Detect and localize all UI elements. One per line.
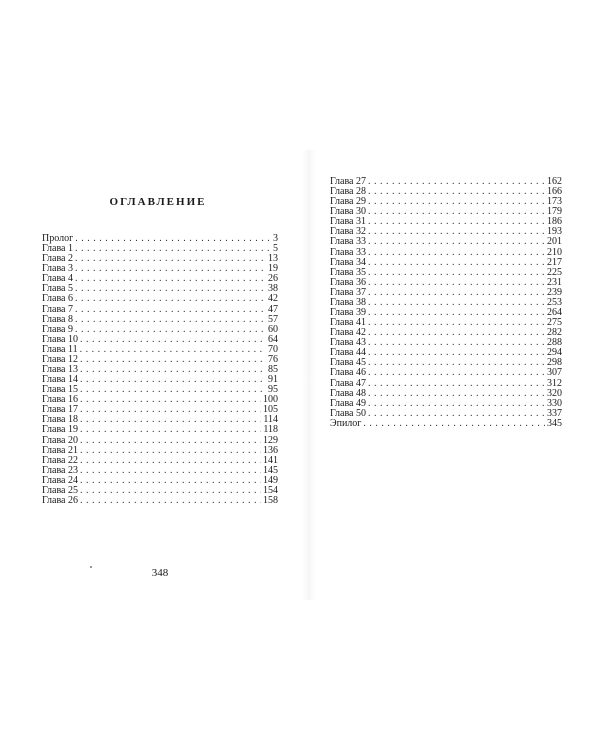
dot-leader [368, 288, 545, 298]
toc-entry-title: Глава 22 [42, 454, 78, 466]
dot-leader [80, 496, 261, 506]
toc-entry-title: Глава 27 [330, 176, 366, 187]
toc-entry-title: Глава 11 [42, 343, 78, 355]
toc-entry-title: Глава 36 [330, 276, 366, 288]
toc-entry-title: Глава 33 [330, 246, 366, 258]
toc-entry-page: 231 [547, 276, 562, 288]
toc-entry [42, 274, 278, 284]
dot-leader [80, 375, 266, 385]
toc-entry [42, 305, 278, 315]
toc-entry-title: Глава 20 [42, 434, 78, 446]
dot-leader [80, 335, 266, 345]
toc-entry-page: 105 [263, 404, 278, 416]
toc-entry-page: 162 [547, 176, 562, 187]
toc-entry-page: 149 [263, 474, 278, 486]
toc-entry-title: Глава 50 [330, 407, 366, 419]
dot-leader [75, 264, 266, 274]
toc-entry-page: 294 [547, 347, 562, 359]
toc-entry-page: 95 [268, 384, 278, 396]
toc-entry-page: 298 [547, 357, 562, 369]
toc-entry-page: 282 [547, 327, 562, 339]
toc-entry-page: 330 [547, 397, 562, 409]
dot-leader [80, 486, 261, 496]
toc-entry-page: 100 [263, 394, 278, 406]
toc-entry-title: Глава 46 [330, 367, 366, 379]
dot-leader [368, 409, 545, 419]
toc-entry-title: Глава 48 [330, 387, 366, 399]
dot-leader [368, 197, 545, 207]
dot-leader [80, 436, 261, 446]
toc-entry-title: Глава 1 [42, 243, 73, 255]
toc-entry-page: 193 [547, 226, 562, 238]
toc-entry-title: Глава 25 [42, 484, 78, 496]
toc-entry-page: 264 [547, 307, 562, 319]
toc-entry-page: 5 [273, 243, 278, 255]
dot-leader [75, 315, 266, 325]
toc-entry-page: 307 [547, 367, 562, 379]
toc-entry-title: Глава 23 [42, 464, 78, 476]
toc-entry-page: 345 [547, 417, 562, 429]
toc-entry-title: Глава 42 [330, 327, 366, 339]
toc-entry-page: 145 [263, 464, 278, 476]
toc-entry-title: Глава 13 [42, 364, 78, 376]
dot-leader [368, 258, 545, 268]
toc-entry [42, 254, 278, 264]
toc-list-left [42, 234, 278, 506]
toc-entry-title: Глава 21 [42, 444, 78, 456]
dot-leader [368, 368, 545, 378]
toc-entry [42, 264, 278, 274]
toc-entry-page: 186 [547, 216, 562, 228]
toc-entry-page: 47 [268, 303, 278, 315]
toc-entry-page: 76 [268, 353, 278, 365]
toc-entry-title: Глава 24 [42, 474, 78, 486]
dot-leader [75, 284, 266, 294]
toc-entry-title: Глава 26 [42, 495, 78, 507]
dot-leader [368, 389, 545, 399]
toc-entry-page: 337 [547, 407, 562, 419]
dot-leader [80, 365, 266, 375]
toc-entry-page: 239 [547, 286, 562, 298]
toc-entry-page: 210 [547, 246, 562, 258]
dot-leader [80, 355, 266, 365]
toc-entry [330, 419, 562, 429]
toc-entry-title: Глава 29 [330, 196, 366, 208]
toc-entry [42, 234, 278, 244]
toc-entry-page: 141 [263, 454, 278, 466]
toc-heading: ОГЛАВЛЕНИЕ [109, 196, 207, 208]
dot-leader [368, 358, 545, 368]
toc-entry-page: 158 [263, 495, 278, 507]
dot-leader [75, 244, 271, 254]
dot-leader [75, 234, 271, 244]
toc-list-right [330, 177, 562, 429]
toc-entry-title: Эпилог [330, 417, 362, 429]
toc-entry-page: 13 [268, 253, 278, 265]
dot-leader [368, 237, 545, 247]
toc-entry-title: Глава 3 [42, 263, 73, 275]
dot-leader [368, 227, 545, 237]
toc-entry-page: 136 [263, 444, 278, 456]
dot-leader [368, 268, 545, 278]
dot-leader [80, 345, 266, 355]
dot-leader [80, 425, 261, 435]
toc-entry-title: Глава 5 [42, 283, 73, 295]
toc-entry-page: 225 [547, 266, 562, 278]
dot-leader [80, 476, 261, 486]
toc-entry [42, 496, 278, 506]
toc-entry-page: 312 [547, 377, 562, 389]
dot-leader [363, 419, 545, 429]
toc-entry-title: Глава 34 [330, 256, 366, 268]
toc-entry-title: Глава 2 [42, 253, 73, 265]
toc-entry-title: Глава 10 [42, 333, 78, 345]
toc-entry-title: Глава 35 [330, 266, 366, 278]
toc-entry-page: 288 [547, 337, 562, 349]
toc-entry [42, 315, 278, 325]
dot-leader [75, 274, 266, 284]
gutter-shadow [302, 150, 316, 600]
dot-leader [75, 325, 266, 335]
dot-leader [368, 207, 545, 217]
toc-entry-title: Глава 30 [330, 206, 366, 218]
toc-entry-page: 320 [547, 387, 562, 399]
toc-entry-title: Глава 14 [42, 374, 78, 386]
toc-entry-title: Глава 37 [330, 286, 366, 298]
dot-leader [80, 395, 261, 405]
dot-leader [80, 446, 261, 456]
dot-leader [368, 379, 545, 389]
dot-leader [80, 385, 266, 395]
dot-leader [75, 294, 266, 304]
toc-entry-title: Глава 4 [42, 273, 73, 285]
dot-leader [368, 318, 545, 328]
dot-leader [368, 177, 545, 187]
toc-entry-title: Глава 38 [330, 296, 366, 308]
toc-entry [42, 244, 278, 254]
dot-leader [368, 348, 545, 358]
toc-entry [42, 294, 278, 304]
toc-entry-page: 60 [268, 323, 278, 335]
toc-entry-page: 275 [547, 317, 562, 329]
dot-leader [368, 338, 545, 348]
dot-leader [368, 278, 545, 288]
toc-entry-title: Глава 47 [330, 377, 366, 389]
dot-leader [368, 187, 545, 197]
toc-entry-page: 85 [268, 364, 278, 376]
dot-leader [368, 248, 545, 258]
toc-entry-title: Глава 45 [330, 357, 366, 369]
dot-leader [80, 466, 261, 476]
dot-leader [368, 298, 545, 308]
toc-entry-page: 166 [547, 186, 562, 198]
dot-leader [368, 308, 545, 318]
toc-entry-page: 118 [263, 424, 278, 436]
dot-leader [368, 328, 545, 338]
dot-leader [80, 405, 261, 415]
toc-entry-title: Глава 43 [330, 337, 366, 349]
toc-entry-page: 91 [268, 374, 278, 386]
toc-entry-page: 154 [263, 484, 278, 496]
toc-entry-title: Глава 7 [42, 303, 73, 315]
toc-entry [330, 409, 562, 419]
toc-entry-page: 173 [547, 196, 562, 208]
toc-entry-title: Глава 39 [330, 307, 366, 319]
toc-entry-page: 26 [268, 273, 278, 285]
dot-leader [75, 305, 266, 315]
toc-entry-title: Глава 15 [42, 384, 78, 396]
dot-leader [80, 456, 261, 466]
toc-entry-title: Глава 12 [42, 353, 78, 365]
toc-entry-page: 19 [268, 263, 278, 275]
toc-entry-page: 114 [263, 414, 278, 426]
toc-entry-page: 3 [273, 233, 278, 244]
dot-leader [368, 399, 545, 409]
toc-entry-title: Глава 16 [42, 394, 78, 406]
toc-entry-title: Глава 32 [330, 226, 366, 238]
toc-entry-title: Глава 31 [330, 216, 366, 228]
toc-entry-title: Глава 8 [42, 313, 73, 325]
toc-entry-title: Глава 17 [42, 404, 78, 416]
toc-entry-page: 201 [547, 236, 562, 248]
toc-entry-page: 179 [547, 206, 562, 218]
toc-entry-title: Глава 44 [330, 347, 366, 359]
toc-entry-title: Глава 18 [42, 414, 78, 426]
toc-entry-page: 57 [268, 313, 278, 325]
toc-entry [42, 284, 278, 294]
toc-entry-title: Глава 6 [42, 293, 73, 305]
toc-entry-title: Глава 41 [330, 317, 366, 329]
dot-leader [80, 415, 261, 425]
toc-entry-page: 129 [263, 434, 278, 446]
toc-entry-title: Глава 28 [330, 186, 366, 198]
dot-leader [75, 254, 266, 264]
toc-entry-page: 253 [547, 296, 562, 308]
toc-entry-page: 64 [268, 333, 278, 345]
toc-entry-title: Глава 33 [330, 236, 366, 248]
toc-entry-page: 42 [268, 293, 278, 305]
toc-entry-title: Глава 9 [42, 323, 73, 335]
print-speck [90, 566, 92, 568]
toc-entry-title: Пролог [42, 233, 74, 244]
toc-entry-page: 217 [547, 256, 562, 268]
toc-entry-title: Глава 19 [42, 424, 78, 436]
dot-leader [368, 217, 545, 227]
page-number: 348 [151, 567, 169, 579]
toc-entry-page: 38 [268, 283, 278, 295]
toc-entry-page: 70 [268, 343, 278, 355]
toc-entry-title: Глава 49 [330, 397, 366, 409]
